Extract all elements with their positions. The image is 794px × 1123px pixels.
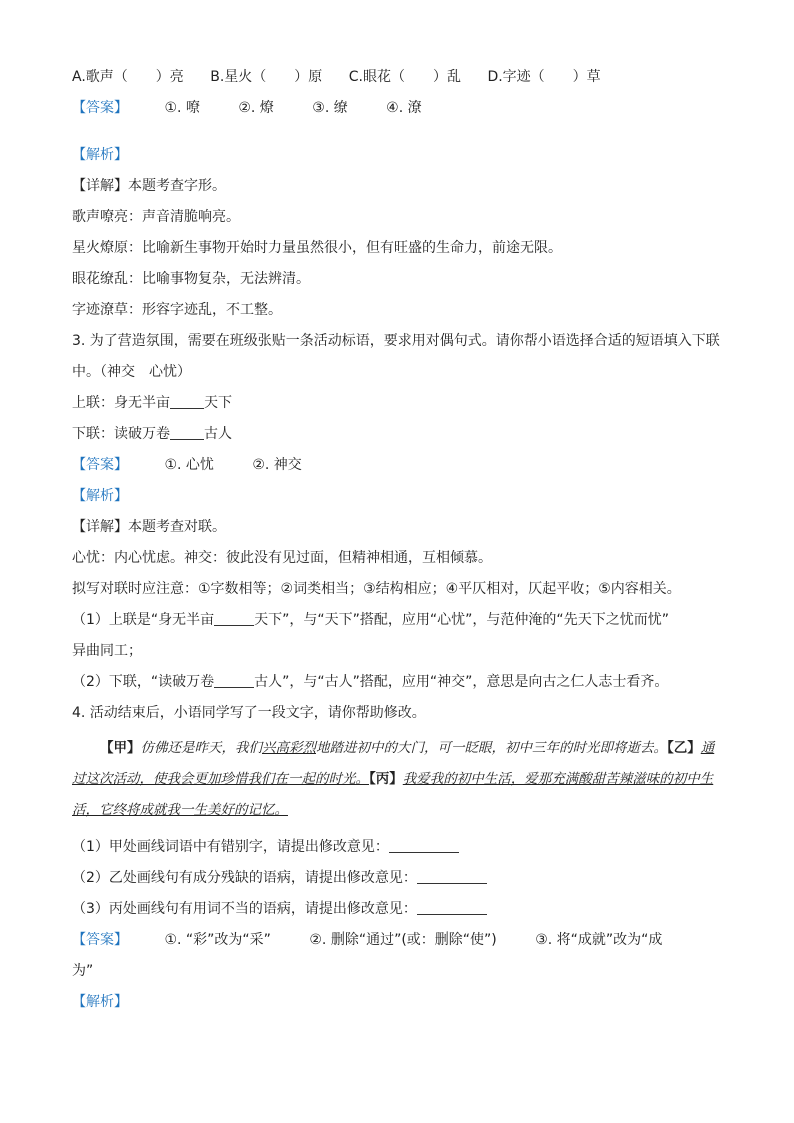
answer-item: ②. 燎 — [238, 100, 274, 116]
q3-answer — [72, 450, 724, 481]
option-d: D.字迹（ ）草 — [487, 69, 601, 85]
answer-item: ③. 缭 — [312, 100, 348, 116]
answer-item: ①. “彩”改为“采” — [164, 932, 271, 948]
sub-question-text: （3）丙处画线句有用词不当的语病，请提出修改意见： — [72, 901, 417, 917]
document-page — [72, 62, 724, 1018]
fill-blank — [417, 900, 487, 915]
fill-blank — [389, 838, 459, 853]
fill-blank — [214, 673, 254, 688]
option-b: B.星火（ ）原 — [210, 69, 323, 85]
explanation-text: （2）下联，“读破万卷 — [72, 674, 215, 690]
sub-question-text: （2）乙处画线句有成分残缺的语病，请提出修改意见： — [72, 870, 417, 886]
marker-yi: 【乙】 — [667, 740, 701, 756]
option-c: C.眼花（ ）乱 — [348, 69, 461, 85]
fill-blank — [170, 425, 204, 440]
q2-answer — [72, 93, 724, 124]
q4-stem: 4. 活动结束后，小语同学写了一段文字，请你帮助修改。 — [72, 705, 426, 721]
option-a: A.歌声（ ）亮 — [72, 69, 184, 85]
answer-item: ③. 将“成就”改为“成 — [535, 932, 663, 948]
answer-label: 【答案】 — [72, 457, 128, 473]
explanation-text: 古人”，与“古人”搭配，应用“神交”，意思是向古之仁人志士看齐。 — [254, 674, 669, 690]
analysis-label: 【解析】 — [72, 488, 128, 504]
underlined-sentence: 我爱我的初中生活，爱那充满酸甜苦辣滋味的初中生活，它终将成就我一生美好的记忆。 — [72, 771, 714, 818]
explanation-line — [72, 605, 724, 636]
detail-line: 【详解】本题考查字形。 — [72, 178, 226, 194]
explanation-text: （1）上联是“身无半亩 — [72, 612, 215, 628]
explanation-line: 歌声嘹亮：声音清脆响亮。 — [72, 209, 240, 225]
upper-couplet — [72, 388, 724, 419]
couplet-text: 下联：读破万卷 — [72, 426, 170, 442]
passage — [72, 733, 724, 826]
answer-item: ②. 删除“通过”(或：删除“使”) — [309, 932, 497, 948]
detail-line: 【详解】本题考查对联。 — [72, 519, 226, 535]
answer-item: ①. 嘹 — [164, 100, 200, 116]
explanation-line: 星火燎原：比喻新生事物开始时力量虽然很小，但有旺盛的生命力，前途无限。 — [72, 240, 562, 256]
answer-item: ①. 心忧 — [164, 457, 214, 473]
analysis-label: 【解析】 — [72, 994, 128, 1010]
q3-stem-line: 中。（神交 心忧） — [72, 364, 191, 380]
answer-item: ④. 潦 — [386, 100, 422, 116]
passage-text: 地踏进初中的大门，可一眨眼，初中三年的时光即将逝去。 — [316, 740, 667, 756]
answer-item: ②. 神交 — [252, 457, 302, 473]
answer-continuation: 为” — [72, 963, 94, 979]
couplet-text: 古人 — [204, 426, 232, 442]
explanation-line: 拟写对联时应注意：①字数相等；②词类相当；③结构相应；④平仄相对，仄起平收；⑤内容相关。 — [72, 581, 681, 597]
analysis-label: 【解析】 — [72, 147, 128, 163]
couplet-text: 天下 — [204, 395, 232, 411]
answer-label: 【答案】 — [72, 932, 128, 948]
sub-question — [72, 894, 724, 925]
explanation-line — [72, 667, 724, 698]
options-line — [72, 62, 724, 93]
marker-bing: 【丙】 — [369, 771, 403, 787]
underlined-phrase: 兴高彩烈 — [262, 740, 316, 756]
explanation-line: 心忧：内心忧虑。神交：彼此没有见过面，但精神相通，互相倾慕。 — [72, 550, 492, 566]
couplet-text: 上联：身无半亩 — [72, 395, 170, 411]
answer-label: 【答案】 — [72, 100, 128, 116]
q4-answer — [72, 925, 724, 956]
underlined-sentence: 通过这次活动，使我会更加珍惜我们在一起的时光。 — [72, 740, 715, 787]
explanation-line: 异曲同工； — [72, 643, 142, 659]
fill-blank — [417, 869, 487, 884]
explanation-line: 字迹潦草：形容字迹乱，不工整。 — [72, 302, 282, 318]
sub-question-text: （1）甲处画线词语中有错别字，请提出修改意见： — [72, 839, 389, 855]
sub-question — [72, 832, 724, 863]
spacer — [72, 124, 724, 140]
passage-text: 仿佛还是昨天，我们 — [140, 740, 262, 756]
explanation-text: 天下”，与“天下”搭配，应用“心忧”，与范仲淹的“先天下之忧而忧” — [254, 612, 669, 628]
q3-stem-line: 3. 为了营造氛围，需要在班级张贴一条活动标语，要求用对偶句式。请你帮小语选择合适的短语填入下联 — [72, 333, 720, 349]
explanation-line: 眼花缭乱：比喻事物复杂，无法辨清。 — [72, 271, 310, 287]
fill-blank — [214, 611, 254, 626]
lower-couplet — [72, 419, 724, 450]
sub-question — [72, 863, 724, 894]
marker-jia: 【甲】 — [100, 740, 141, 756]
fill-blank — [170, 394, 204, 409]
